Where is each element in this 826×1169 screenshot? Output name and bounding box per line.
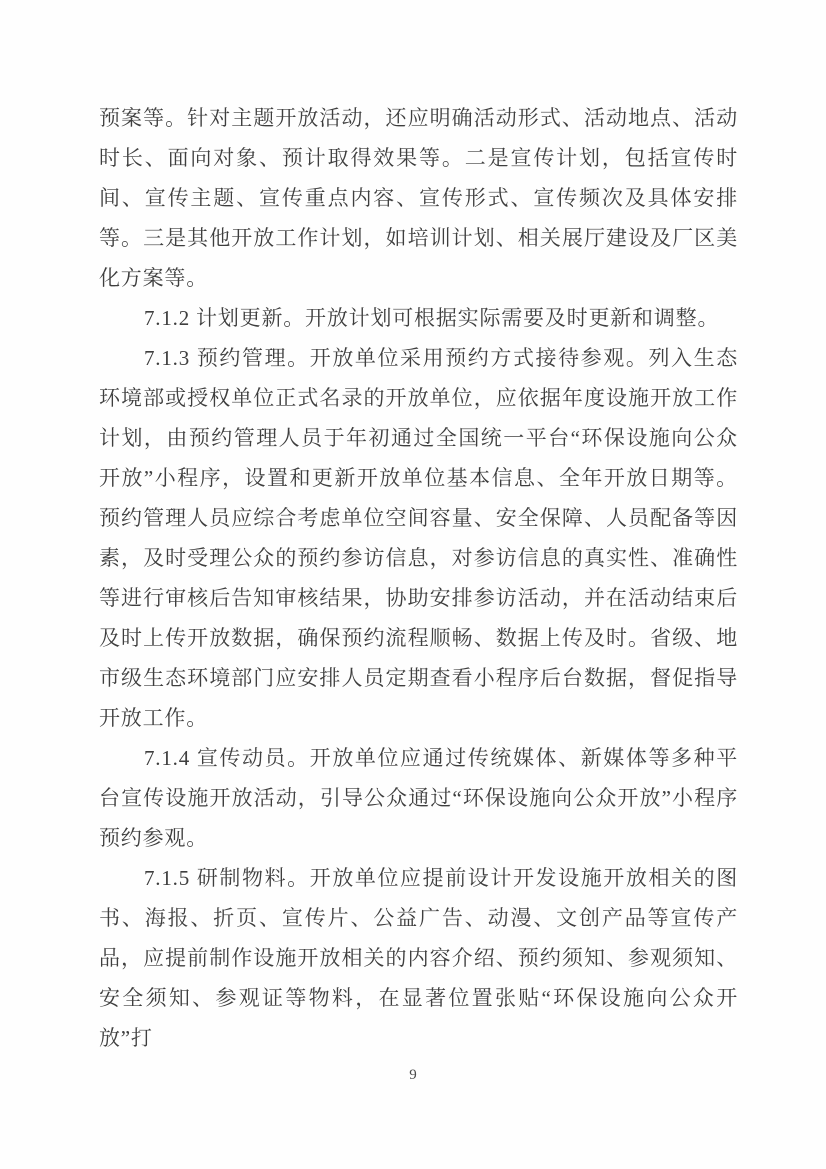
paragraph-section-7-1-4: 7.1.4 宣传动员。开放单位应通过传统媒体、新媒体等多种平台宣传设施开放活动，引导公众通过“环保设施向公众开放”小程序预约参观。	[99, 746, 738, 850]
paragraph-continuation: 预案等。针对主题开放活动，还应明确活动形式、活动地点、活动时长、面向对象、预计取得效果等。二是宣传计划，包括宣传时间、宣传主题、宣传重点内容、宣传形式、宣传频次及具体安排等。三是其他开放工作计划，如培训计划、相关展厅建设及厂区美化方案等。	[99, 106, 738, 290]
paragraph-section-7-1-5: 7.1.5 研制物料。开放单位应提前设计开发设施开放相关的图书、海报、折页、宣传片、公益广告、动漫、文创产品等宣传产品，应提前制作设施开放相关的内容介绍、预约须知、参观须知、安全须知、参观证等物料，在显著位置张贴“环保设施向公众开放”打	[99, 866, 738, 1050]
document-body	[99, 98, 738, 1058]
page-number: 9	[409, 1067, 417, 1083]
page-footer	[0, 1066, 826, 1084]
paragraph-section-7-1-3: 7.1.3 预约管理。开放单位采用预约方式接待参观。列入生态环境部或授权单位正式名录的开放单位，应依据年度设施开放工作计划，由预约管理人员于年初通过全国统一平台“环保设施向公众开放”小程序，设置和更新开放单位基本信息、全年开放日期等。预约管理人员应综合考虑单位空间容量、安全保障、人员配备等因素，及时受理公众的预约参访信息，对参访信息的真实性、准确性等进行审核后告知审核结果，协助安排参访活动，并在活动结束后及时上传开放数据，确保预约流程顺畅、数据上传及时。省级、地市级生态环境部门应安排人员定期查看小程序后台数据，督促指导开放工作。	[99, 346, 738, 730]
paragraph-section-7-1-2: 7.1.2 计划更新。开放计划可根据实际需要及时更新和调整。	[144, 306, 720, 330]
